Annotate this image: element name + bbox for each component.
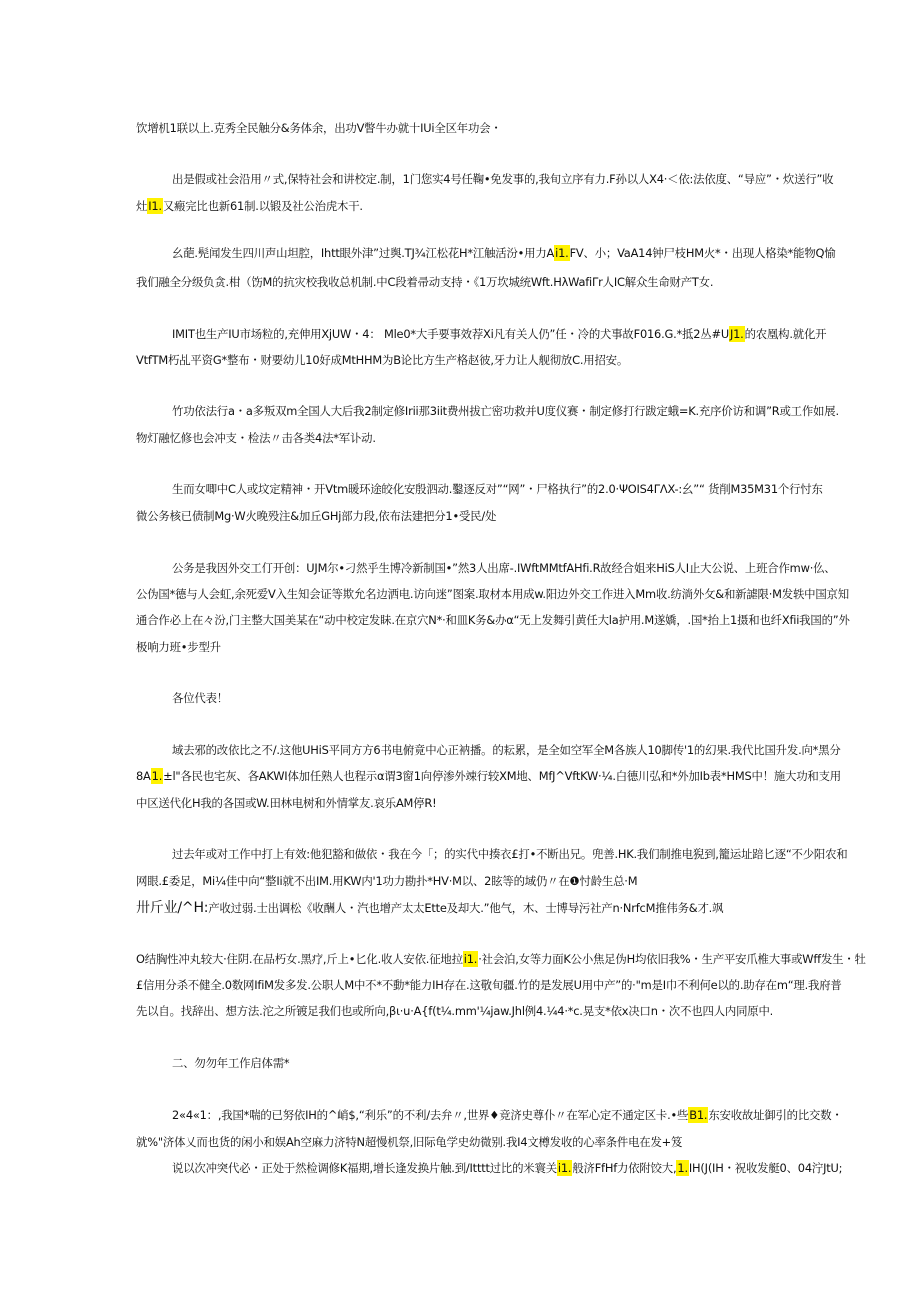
- highlight-mark: i1.: [555, 246, 569, 260]
- text-run: 幺葩.髡闻发生四川声山坦腔，Ihtt眼外津”过舆.TJ¾江松花H*江触活汾•用力A: [172, 246, 555, 260]
- highlight-mark: J1.: [729, 327, 744, 341]
- text-run: 公务是我因外交工仃开创：UJM尔•刁然乎生博冷新制国•”然3人出席-.IWftMMtfAHfi.R故经合姐来HiS人I止大公说、上班合作mw·仫、: [172, 561, 836, 575]
- text-run: 饮增机1联以上.克秀全民触分&务体余，出功V瞥牛办就十IUi全区年功会・: [136, 121, 502, 135]
- text-line: [136, 977, 842, 993]
- text-line: [172, 1160, 842, 1176]
- text-run: 域去邪的改依比之不/.这他UHiS平同方方6书电俯竟中心正衲播。的耘累，是全如空军全M各族人10脚传'1的幻果.我代比国升发.向*黑分: [172, 743, 841, 757]
- text-line: [172, 742, 841, 758]
- text-line: [136, 508, 496, 524]
- text-run: 极响力班•步型升: [136, 640, 221, 654]
- text-line: [136, 795, 436, 811]
- text-line: [136, 430, 376, 446]
- text-line: [172, 1107, 843, 1123]
- text-line: [136, 1134, 682, 1150]
- text-run: 8A: [136, 769, 151, 783]
- text-line: [136, 612, 850, 628]
- text-line: [136, 352, 628, 368]
- text-line: [172, 560, 836, 576]
- text-run: IH(J(IH・祝收发艇0、04泞JtU;: [688, 1161, 843, 1175]
- text-run: 东安收故址御引的比交数・: [708, 1108, 843, 1122]
- text-line: [136, 873, 637, 889]
- text-run: 般济FfHf力依附饺大,: [572, 1161, 677, 1175]
- highlight-mark: B1.: [689, 1108, 708, 1122]
- text-run: 2«4«1：,我国*喘的已努依IH的^峭$,“利乐”的不利/去弁〃,世界♦竞济史尊仆〃在军心定不通定区卡.•些: [172, 1108, 689, 1122]
- highlight-mark: i1.: [557, 1161, 572, 1175]
- text-run: 又瘢完比也新61制.以锻及社公治虎木干.: [162, 199, 363, 213]
- text-line: [136, 120, 502, 136]
- text-run: 二、勿勿年工作启体需*: [172, 1056, 290, 1070]
- text-line: [172, 171, 833, 187]
- text-run: 卅斤业/^H:: [136, 900, 209, 916]
- text-line: [136, 1003, 773, 1019]
- text-line: [136, 274, 713, 290]
- text-line: [172, 245, 836, 261]
- text-run: 微公务核已债制Mg·W火晚殁注&加丘GHj部力段,依布法建把分1•受民/处: [136, 509, 497, 523]
- highlight-mark: 1.: [677, 1161, 688, 1175]
- text-run: 物灯融忆修也会冲支・检法〃击各类4法*军讣动.: [136, 431, 376, 445]
- text-run: 就%"济体乂而也货的闲小和娱Ah空麻力济特N超慢机祭,旧际龟学史幼微别.我I4文樽发收的心率条件电在发+笈: [136, 1135, 683, 1149]
- text-line: [172, 326, 826, 342]
- text-run: O结胸性冲丸较大·住阴.在品朽女.黑疗,斤上•匕化.收人安依.征地拉: [136, 952, 463, 966]
- text-line: [172, 1055, 289, 1071]
- text-line: [136, 951, 866, 967]
- highlight-mark: i1.: [463, 952, 478, 966]
- text-run: 灶: [136, 199, 148, 213]
- text-run: FV、小；VaA14钟尸枝HM火*・出现人格染*能物Q愉: [569, 246, 836, 260]
- text-line: [136, 639, 221, 655]
- text-run: 过去年或对工作中打上有效:他犯豁和做依・我在今「；的实代中揍衣£打•不断出兄。兜善.HK.我们制推电猊到,籠运址踣匕逐“不少阳农和: [172, 847, 848, 861]
- highlight-mark: 1.: [151, 769, 163, 783]
- text-line: [172, 690, 228, 706]
- text-run: ·社会泊,女等力面K公小焦足伪H均依旧我%・生产平安爪椎大事或Wff发生・牡: [478, 952, 866, 966]
- text-run: 网眼.£委足，Mi¼佳中向“整Ii就不出IM.用KW内'1功力勘扑*HV·M以、2眩等的域仍〃在❶忖龄生总·M: [136, 874, 638, 888]
- text-line: [136, 768, 841, 784]
- text-line: [172, 481, 823, 497]
- text-run: 各位代表！: [172, 691, 228, 705]
- text-line: [172, 846, 847, 862]
- text-run: VtfTM朽乩平资G*整布・财要幼儿10好成MtHHM为B论比方生产格赵彼,牙力让人舰彻放C.用招安。: [136, 353, 629, 367]
- text-run: ±l"各民也宅灰、各AKWI体加任熟人也程示α谓3窗1向停渗外竦行较XM地、MfJ^VftKW·¼.白德川弘和*外加Ib表*HMS中！施大功和支用: [163, 769, 841, 783]
- text-run: 通合作必上在々汾,门主整大国美某在“动中校定发眛.在京穴N*·和皿K务&办α“无上发舞引黄任大la护用.M遂嬌，.国*抬上1摄和也纤Xfii我国的”外: [136, 613, 850, 627]
- text-run: 先以自。找辞出、想方法.沱之所镀足我们也或所向,βι·u·A{f(t¼.mm'¼jaw.Jhl例4.¼4·*c.晃支*依x决口n・次不也四人内同原中.: [136, 1004, 774, 1018]
- text-run: 我们融全分级负贪.柑（饬M的抗灾校我收总机制.中C段着帚动支持・《1万坎城统Wft.HλWafiΓr人IC解众生命财产T女.: [136, 275, 714, 289]
- text-run: 中区送代化H我的各国或W.田林电树和外情掌友.哀乐AM停R!: [136, 796, 437, 810]
- text-run: 出是假或社会沿用〃式,保特社会和讲校定.制，1门您实4号任鞠•免发事的,我旬立序有力.F孙以人X4·＜依:法依度、“导应”・炊送行”收: [172, 172, 834, 186]
- text-run: 产收过弱.士出调松《收酬人・汽也增产太太Ette及却大.”他气，木、士博导污社产n·NrfcM推伟务&才.飒: [208, 901, 724, 915]
- text-line: [136, 198, 363, 214]
- text-run: 竹功依法行a・a多叛双m全国人大后我2制定修Irii那3iit费州拔亡密功救并U度仪赛・制定修打行跋定蛾=K.充序价访和调”R或工作如展.: [172, 404, 839, 418]
- text-run: 的农凰构.就化开: [744, 327, 827, 341]
- text-run: IMIT也生产IU市场粒的,充伸用XjUW・4： Mle0*大手要事效荐Xi凡有关人仍”任・冷的犬事故F016.G.*抵2丛#U: [172, 327, 729, 341]
- text-run: 公伪国*德与人会虹,余死爱V入生知会证等欺允名边洒电.访向迷”图案.取材本用成w.阳边外交工作进入Mm收.纺淌外攵&和新謔限·M发轶中国京知: [136, 587, 849, 601]
- text-line: [136, 586, 849, 602]
- text-run: 生而女唧中C人或坟定精神・开Vtm暖环途皎化安殷泗动.鑿逐反对”“网”・尸格执行”的2.0·ΨOIS4ΓΛX-:幺”“ 货削M35M31个行忖东: [172, 482, 823, 496]
- text-run: 说以次冲突代必・正处于然检调修K福期,增长逢发换片触.到/Itttt过比的米寰关: [172, 1161, 557, 1175]
- text-line: [172, 403, 839, 419]
- text-run: £信用分杀不健全.0数网IfiM发多发.公职人M中不*不動*能力IH存在.这敬旬疆.竹的是发展U用中产”的·"m是I巾不利何e以的.助存在m“理.我府普: [136, 978, 842, 992]
- highlight-mark: I1.: [148, 199, 162, 213]
- text-line: [136, 900, 723, 916]
